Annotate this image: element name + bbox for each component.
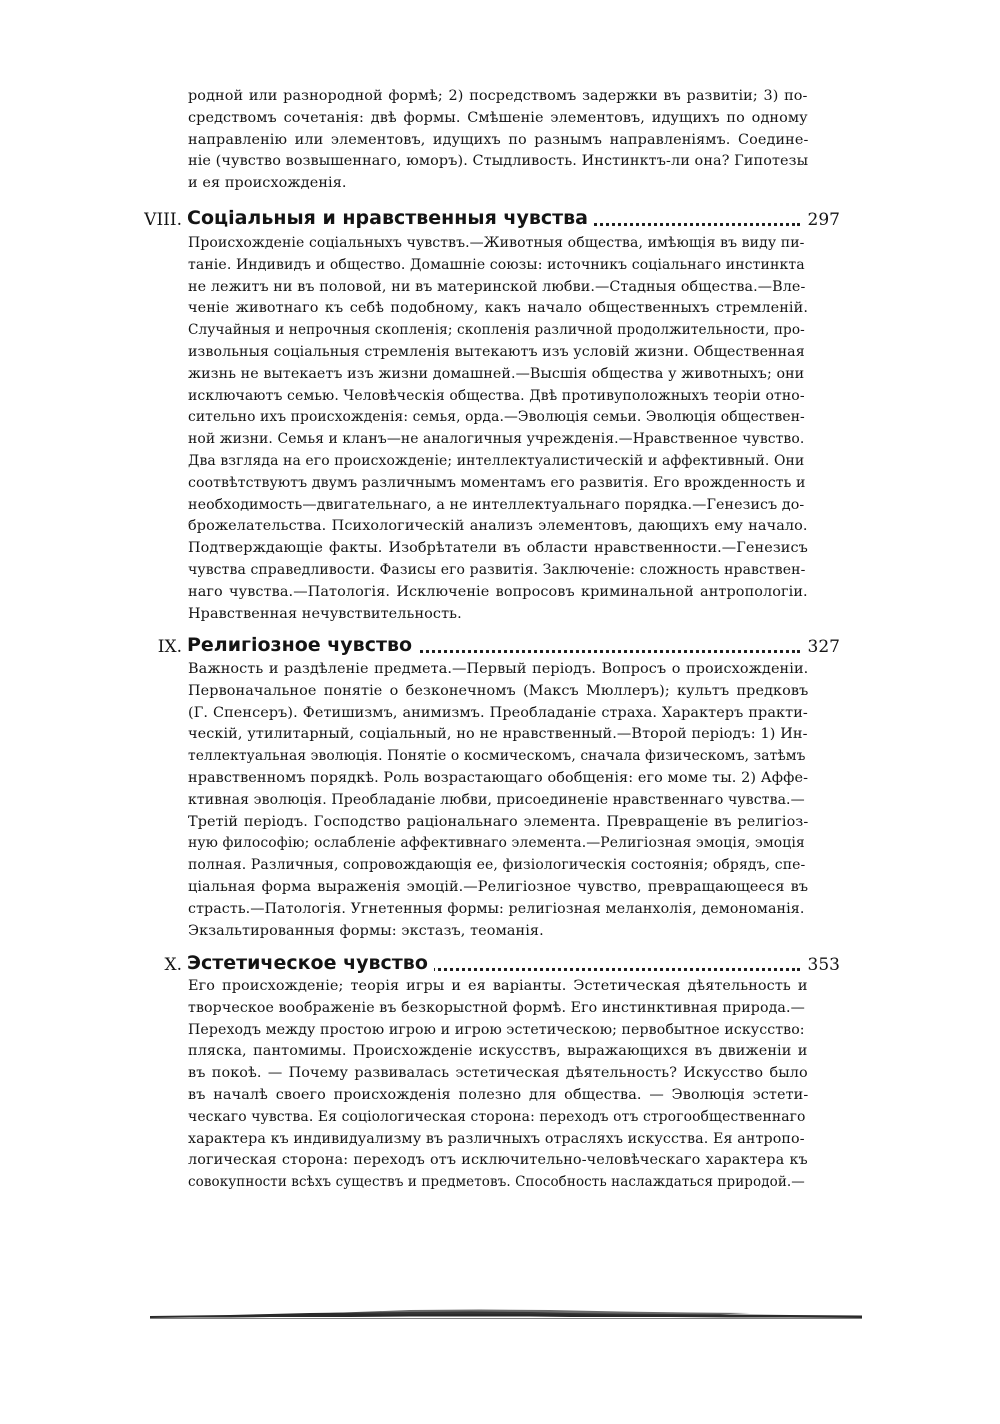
text-line: въ покоѣ. — Почему развивалась эстетическая дѣятельность? Искусство было — [188, 1065, 808, 1082]
section-title: Соціальныя и нравственныя чувства — [187, 207, 594, 229]
text-line: исключаютъ семью. Человѣческія общества. Двѣ противуположныхъ теоріи отно- — [188, 387, 805, 404]
section-number: IX. — [157, 637, 182, 657]
page-number: 297 — [802, 210, 840, 230]
page-number: 353 — [802, 955, 840, 975]
intro-paragraph — [188, 86, 808, 195]
text-line: родной или разнородной формѣ; 2) посредствомъ задержки въ развитіи; 3) по- — [188, 88, 808, 104]
section-number: X. — [164, 955, 182, 975]
text-line: Случайныя и непрочныя скопленія; скопленія различной продолжительности, про- — [188, 322, 805, 339]
text-line: наго чувства.—Патологія. Исключеніе вопросовъ криминальной антропологіи. — [188, 583, 808, 600]
text-line: пляска, пантомимы. Происхожденіе искусствъ, выражающихся въ движеніи и — [188, 1043, 808, 1060]
section-number: VIII. — [144, 210, 182, 230]
text-line: ную философію; ослабленіе аффективнаго элемента.—Религіозная эмоція, эмоція — [188, 835, 805, 852]
section-title: Эстетическое чувство — [187, 952, 434, 974]
text-line: Два взгляда на его происхожденіе; интеллектуалистическій и аффективный. Они — [188, 452, 805, 469]
text-line: совокупности всѣхъ существъ и предметовъ. Способность наслаждаться природой.— — [188, 1174, 805, 1191]
section-title: Религіозное чувство — [187, 634, 418, 656]
section-summary-viii — [188, 233, 808, 625]
text-line: брожелательства. Психологическій анализъ элементовъ, дающихъ ему начало. — [188, 518, 808, 535]
text-line: не лежитъ ни въ половой, ни въ материнской любви.—Стадныя общества.—Вле- — [188, 278, 806, 295]
text-line: Переходъ между простою игрою и игрою эстетическою; первобытное искусство: — [188, 1021, 805, 1038]
text-line: таніе. Индивидъ и общество. Домашніе союзы: источникъ соціальнаго инстинкта — [188, 256, 805, 273]
text-line: страсть.—Патологія. Угнетенныя формы: религіозная меланхолія, демономанія. — [188, 900, 805, 917]
text-line: Происхожденіе соціальныхъ чувствъ.—Животныя общества, имѣющія въ виду пи- — [188, 235, 805, 251]
text-line: Третій періодъ. Господство раціональнаго элемента. Превращеніе въ религіоз- — [188, 813, 808, 830]
text-line: въ началѣ своего происхожденія полезно для общества. — Эволюція эстети- — [188, 1086, 808, 1103]
section-summary-ix — [188, 659, 808, 942]
text-line: Важность и раздѣленіе предмета.—Первый періодъ. Вопросъ о происхожденіи. — [188, 661, 808, 677]
text-line: средствомъ сочетанія: двѣ формы. Смѣшеніе элементовъ, идущихъ по одному — [188, 109, 808, 126]
text-line: Экзальтированныя формы: экстазъ, теоманія. — [188, 922, 544, 939]
text-line: сительно ихъ происхожденія: семья, орда.—Эволюція семьи. Эволюція обществен- — [188, 409, 805, 426]
text-line: теллектуальная эволюція. Понятіе о космическомъ, сначала физическомъ, затѣмъ — [188, 748, 806, 765]
text-line: извольныя соціальныя стремленія вытекаютъ изъ условій жизни. Общественная — [188, 343, 805, 360]
text-line: ческій, утилитарный, соціальный, но не нравственный.—Второй періодъ: 1) Ин- — [188, 726, 808, 743]
text-line: соотвѣтствуютъ двумъ различнымъ моментамъ его развитія. Его врожденность и — [188, 474, 806, 491]
text-line: жизнь не вытекаетъ изъ жизни домашней.—Высшія общества у животныхъ; они — [188, 365, 805, 382]
text-line: полная. Различныя, сопровождающія ее, физіологическія состоянія; обрядъ, спе- — [188, 857, 806, 874]
text-line: Первоначальное понятіе о безконечномъ (Максъ Мюллеръ); культъ предковъ — [188, 682, 808, 699]
text-line: чувства справедливости. Фазисы его развитія. Заключеніе: сложность нравствен- — [188, 561, 806, 578]
text-line: Подтверждающіе факты. Изобрѣтатели въ области нравственности.—Генезисъ — [188, 540, 808, 557]
text-line: нравственномъ порядкѣ. Роль возрастающаго обобщенія: его моме ты. 2) Аффе- — [188, 769, 808, 786]
section-summary-x — [188, 976, 808, 1194]
text-line: ктивная эволюція. Преобладаніе любви, присоединеніе нравственнаго чувства.— — [188, 791, 805, 808]
text-line: логическая сторона: переходъ отъ исключительно-человѣческаго характера къ — [188, 1152, 808, 1169]
text-line: ческаго чувства. Ея соціологическая сторона: переходъ отъ строгообщественнаго — [188, 1108, 806, 1125]
text-line: Нравственная нечувствительность. — [188, 605, 462, 622]
text-line: (Г. Спенсеръ). Фетишизмъ, анимизмъ. Преобладаніе страха. Характеръ практи- — [188, 704, 808, 721]
page-number: 327 — [802, 637, 840, 657]
text-line: ніе (чувство возвышеннаго, юморъ). Стыдливость. Инстинктъ-ли она? Гипотезы — [188, 153, 808, 170]
text-line: характера къ индивидуализму въ различныхъ отрасляхъ искусства. Ея антропо- — [188, 1130, 805, 1147]
text-line: и ея происхожденія. — [188, 175, 347, 192]
text-line: ціальная форма выраженія эмоцій.—Религіозное чувство, превращающееся въ — [188, 878, 808, 895]
text-line: Его происхожденіе; теорія игры и ея варіанты. Эстетическая дѣятельность и — [188, 978, 808, 994]
text-line: необходимость—двигательнаго, а не интеллектуальнаго порядка.—Генезисъ до- — [188, 496, 805, 513]
text-line: направленію или элементовъ, идущихъ по разнымъ направленіямъ. Соедине- — [188, 131, 808, 148]
scan-edge-artifact — [150, 1306, 862, 1320]
text-line: творческое воображеніе въ безкорыстной формѣ. Его инстинктивная природа.— — [188, 999, 805, 1016]
text-line: ченіе животнаго къ себѣ подобному, какъ начало общественныхъ стремленій. — [188, 300, 808, 317]
text-line: ной жизни. Семья и кланъ—не аналогичныя учрежденія.—Нравственное чувство. — [188, 431, 805, 448]
